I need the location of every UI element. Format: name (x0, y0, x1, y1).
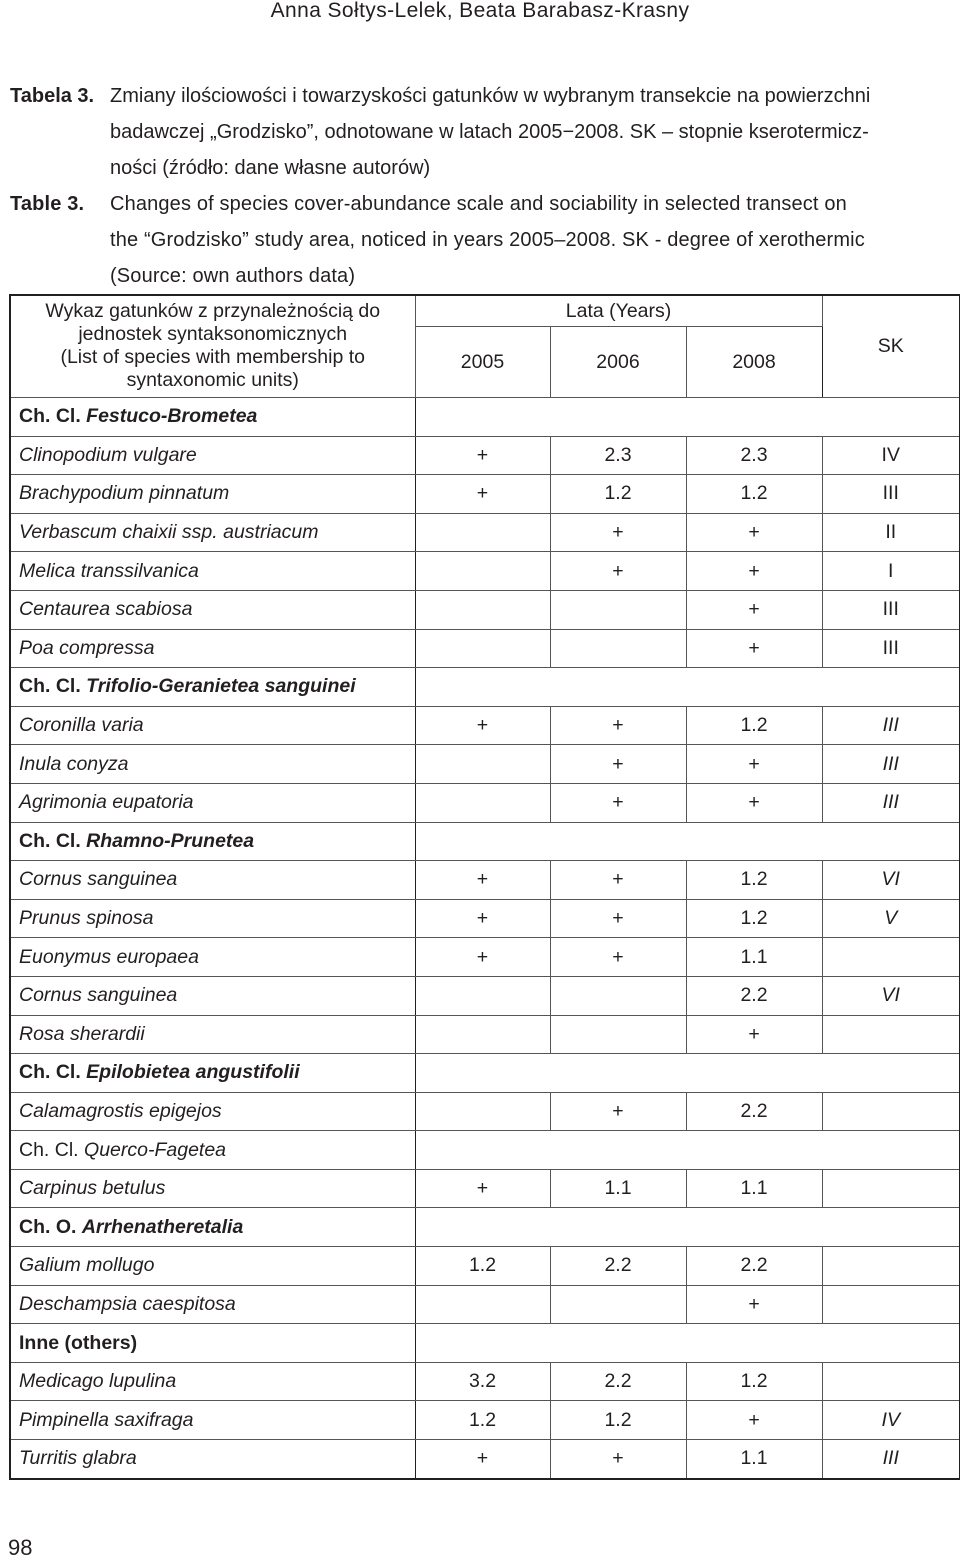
species-name: Clinopodium vulgare (10, 436, 415, 475)
header-years: Lata (Years) (415, 295, 822, 327)
value-2008: 1.2 (686, 861, 822, 900)
value-2006 (550, 976, 686, 1015)
species-name: Galium mollugo (10, 1247, 415, 1286)
header-line: syntaxonomic units) (126, 369, 299, 391)
species-name: Inula conyza (10, 745, 415, 784)
species-name: Cornus sanguinea (10, 861, 415, 900)
sk-degree: V (822, 899, 960, 938)
species-row (10, 436, 960, 475)
sk-degree: III (822, 590, 960, 629)
syntaxon-name (10, 1324, 415, 1363)
syntaxon-rank: Ch. Cl. (19, 829, 81, 852)
table-body (10, 398, 960, 1479)
value-2006: + (550, 513, 686, 552)
syntaxon-row (10, 822, 960, 861)
value-2006: + (550, 552, 686, 591)
species-name: Carpinus betulus (10, 1169, 415, 1208)
syntaxon-label: Querco-Fagetea (84, 1138, 227, 1161)
sk-degree: VI (822, 861, 960, 900)
value-2005: 3.2 (415, 1362, 550, 1401)
species-row (10, 706, 960, 745)
header-year-2005: 2005 (415, 327, 550, 398)
value-2006: + (550, 1092, 686, 1131)
value-2006 (550, 590, 686, 629)
species-row (10, 552, 960, 591)
sk-degree (822, 1169, 960, 1208)
header-species-list (10, 295, 415, 398)
syntaxon-name (10, 398, 415, 437)
value-2006: 2.2 (550, 1247, 686, 1286)
value-2006: 1.1 (550, 1169, 686, 1208)
caption-line: (Source: own authors data) (110, 265, 356, 287)
syntaxon-row-empty (415, 1324, 960, 1363)
value-2008: 1.2 (686, 899, 822, 938)
syntaxon-rank: Ch. Cl. (19, 1061, 81, 1084)
value-2008: + (686, 590, 822, 629)
value-2008: + (686, 1015, 822, 1054)
caption-label-english: Table 3. (10, 193, 85, 215)
species-name: Medicago lupulina (10, 1362, 415, 1401)
species-name: Calamagrostis epigejos (10, 1092, 415, 1131)
species-name: Deschampsia caespitosa (10, 1285, 415, 1324)
species-row (10, 1362, 960, 1401)
value-2005: + (415, 938, 550, 977)
value-2006: + (550, 745, 686, 784)
value-2006: 1.2 (550, 1401, 686, 1440)
value-2008: 2.2 (686, 1092, 822, 1131)
syntaxon-row-empty (415, 1131, 960, 1170)
species-name: Brachypodium pinnatum (10, 475, 415, 514)
species-row (10, 1092, 960, 1131)
sk-degree: III (822, 1440, 960, 1479)
sk-degree: IV (822, 436, 960, 475)
value-2005: + (415, 861, 550, 900)
value-2005: + (415, 475, 550, 514)
syntaxon-rank: Ch. Cl. (19, 675, 81, 698)
value-2008: + (686, 1401, 822, 1440)
value-2008: 1.2 (686, 706, 822, 745)
syntaxon-name (10, 1054, 415, 1093)
syntaxon-rank: Ch. Cl. (19, 1138, 79, 1161)
species-row (10, 1440, 960, 1479)
syntaxon-row-empty (415, 822, 960, 861)
syntaxon-row (10, 1324, 960, 1363)
syntaxon-label: Festuco-Brometea (86, 405, 258, 428)
value-2008: + (686, 783, 822, 822)
value-2006: 1.2 (550, 475, 686, 514)
syntaxon-name (10, 1208, 415, 1247)
value-2006: + (550, 861, 686, 900)
species-row (10, 590, 960, 629)
species-name: Prunus spinosa (10, 899, 415, 938)
syntaxon-label: Arrhenatheretalia (81, 1215, 244, 1238)
species-row (10, 976, 960, 1015)
table-caption-polish (10, 78, 958, 186)
syntaxon-row-empty (415, 1054, 960, 1093)
species-name: Coronilla varia (10, 706, 415, 745)
value-2008: + (686, 552, 822, 591)
caption-line: the “Grodzisko” study area, noticed in years 2005–2008. SK - degree of xerothermic (110, 229, 865, 251)
species-row (10, 783, 960, 822)
species-row (10, 745, 960, 784)
syntaxon-rank: Ch. O. (19, 1215, 77, 1238)
syntaxon-label: Trifolio-Geranietea sanguinei (86, 675, 356, 698)
value-2005 (415, 1015, 550, 1054)
caption-label-polish: Tabela 3. (10, 85, 95, 107)
value-2005 (415, 1285, 550, 1324)
species-table (9, 294, 960, 1480)
species-row (10, 1169, 960, 1208)
sk-degree (822, 1015, 960, 1054)
syntaxon-row (10, 1054, 960, 1093)
header-line: (List of species with membership to (60, 346, 366, 368)
syntaxon-row (10, 398, 960, 437)
sk-degree: III (822, 706, 960, 745)
value-2008: 1.2 (686, 1362, 822, 1401)
value-2008: + (686, 513, 822, 552)
value-2006: 2.2 (550, 1362, 686, 1401)
syntaxon-label: Epilobietea angustifolii (86, 1061, 300, 1084)
syntaxon-row-empty (415, 398, 960, 437)
value-2008: + (686, 745, 822, 784)
syntaxon-name (10, 1131, 415, 1170)
species-row (10, 1401, 960, 1440)
table-caption-english (10, 186, 958, 294)
value-2006 (550, 629, 686, 668)
sk-degree: IV (822, 1401, 960, 1440)
value-2008: + (686, 629, 822, 668)
value-2005 (415, 1092, 550, 1131)
species-row (10, 475, 960, 514)
syntaxon-rank: Inne (others) (19, 1331, 138, 1354)
value-2006: + (550, 1440, 686, 1479)
value-2005: + (415, 1169, 550, 1208)
value-2006 (550, 1015, 686, 1054)
value-2005 (415, 745, 550, 784)
sk-degree (822, 938, 960, 977)
value-2005: + (415, 706, 550, 745)
species-row (10, 861, 960, 900)
value-2008: 2.3 (686, 436, 822, 475)
value-2006: + (550, 783, 686, 822)
species-row (10, 1247, 960, 1286)
species-row (10, 1285, 960, 1324)
syntaxon-row (10, 668, 960, 707)
value-2008: 2.2 (686, 976, 822, 1015)
syntaxon-row (10, 1131, 960, 1170)
syntaxon-label: Rhamno-Prunetea (86, 829, 255, 852)
sk-degree (822, 1362, 960, 1401)
species-name: Rosa sherardii (10, 1015, 415, 1054)
value-2006: + (550, 938, 686, 977)
sk-degree (822, 1092, 960, 1131)
species-name: Agrimonia eupatoria (10, 783, 415, 822)
value-2006: + (550, 706, 686, 745)
value-2005: + (415, 1440, 550, 1479)
value-2006: + (550, 899, 686, 938)
caption-line: Changes of species cover-abundance scale and sociability in selected transect on (110, 193, 847, 215)
syntaxon-name (10, 668, 415, 707)
header-sk: SK (822, 295, 960, 398)
species-row (10, 629, 960, 668)
syntaxon-rank: Ch. Cl. (19, 405, 81, 428)
sk-degree: III (822, 629, 960, 668)
value-2008: 2.2 (686, 1247, 822, 1286)
species-name: Centaurea scabiosa (10, 590, 415, 629)
value-2008: 1.2 (686, 475, 822, 514)
value-2005: 1.2 (415, 1247, 550, 1286)
running-head: Anna Sołtys-Lelek, Beata Barabasz-Krasny (270, 0, 690, 22)
syntaxon-row (10, 1208, 960, 1247)
species-row (10, 938, 960, 977)
syntaxon-row-empty (415, 668, 960, 707)
value-2005 (415, 552, 550, 591)
species-row (10, 1015, 960, 1054)
sk-degree: II (822, 513, 960, 552)
value-2008: + (686, 1285, 822, 1324)
caption-line: ności (źródło: dane własne autorów) (110, 157, 431, 179)
value-2005 (415, 976, 550, 1015)
value-2005: 1.2 (415, 1401, 550, 1440)
value-2005 (415, 783, 550, 822)
species-name: Verbascum chaixii ssp. austriacum (10, 513, 415, 552)
header-year-2006: 2006 (550, 327, 686, 398)
value-2005 (415, 590, 550, 629)
value-2006 (550, 1285, 686, 1324)
species-name: Cornus sanguinea (10, 976, 415, 1015)
page-number: 98 (8, 1535, 33, 1560)
value-2005: + (415, 899, 550, 938)
sk-degree (822, 1285, 960, 1324)
sk-degree: III (822, 475, 960, 514)
value-2005 (415, 513, 550, 552)
sk-degree (822, 1247, 960, 1286)
value-2006: 2.3 (550, 436, 686, 475)
value-2008: 1.1 (686, 938, 822, 977)
value-2005: + (415, 436, 550, 475)
sk-degree: III (822, 745, 960, 784)
species-name: Pimpinella saxifraga (10, 1401, 415, 1440)
header-line: Wykaz gatunków z przynależnością do (45, 300, 381, 322)
species-row (10, 513, 960, 552)
species-name: Turritis glabra (10, 1440, 415, 1479)
species-name: Euonymus europaea (10, 938, 415, 977)
species-name: Poa compressa (10, 629, 415, 668)
sk-degree: I (822, 552, 960, 591)
species-row (10, 899, 960, 938)
value-2008: 1.1 (686, 1440, 822, 1479)
syntaxon-row-empty (415, 1208, 960, 1247)
caption-line: Zmiany ilościowości i towarzyskości gatunków w wybranym transekcie na powierzchni (110, 85, 871, 107)
sk-degree: III (822, 783, 960, 822)
sk-degree: VI (822, 976, 960, 1015)
species-name: Melica transsilvanica (10, 552, 415, 591)
caption-line: badawczej „Grodzisko”, odnotowane w latach 2005−2008. SK – stopnie kserotermicz- (110, 121, 869, 143)
header-year-2008: 2008 (686, 327, 822, 398)
value-2008: 1.1 (686, 1169, 822, 1208)
header-line: jednostek syntaksonomicznych (78, 323, 348, 345)
value-2005 (415, 629, 550, 668)
syntaxon-name (10, 822, 415, 861)
